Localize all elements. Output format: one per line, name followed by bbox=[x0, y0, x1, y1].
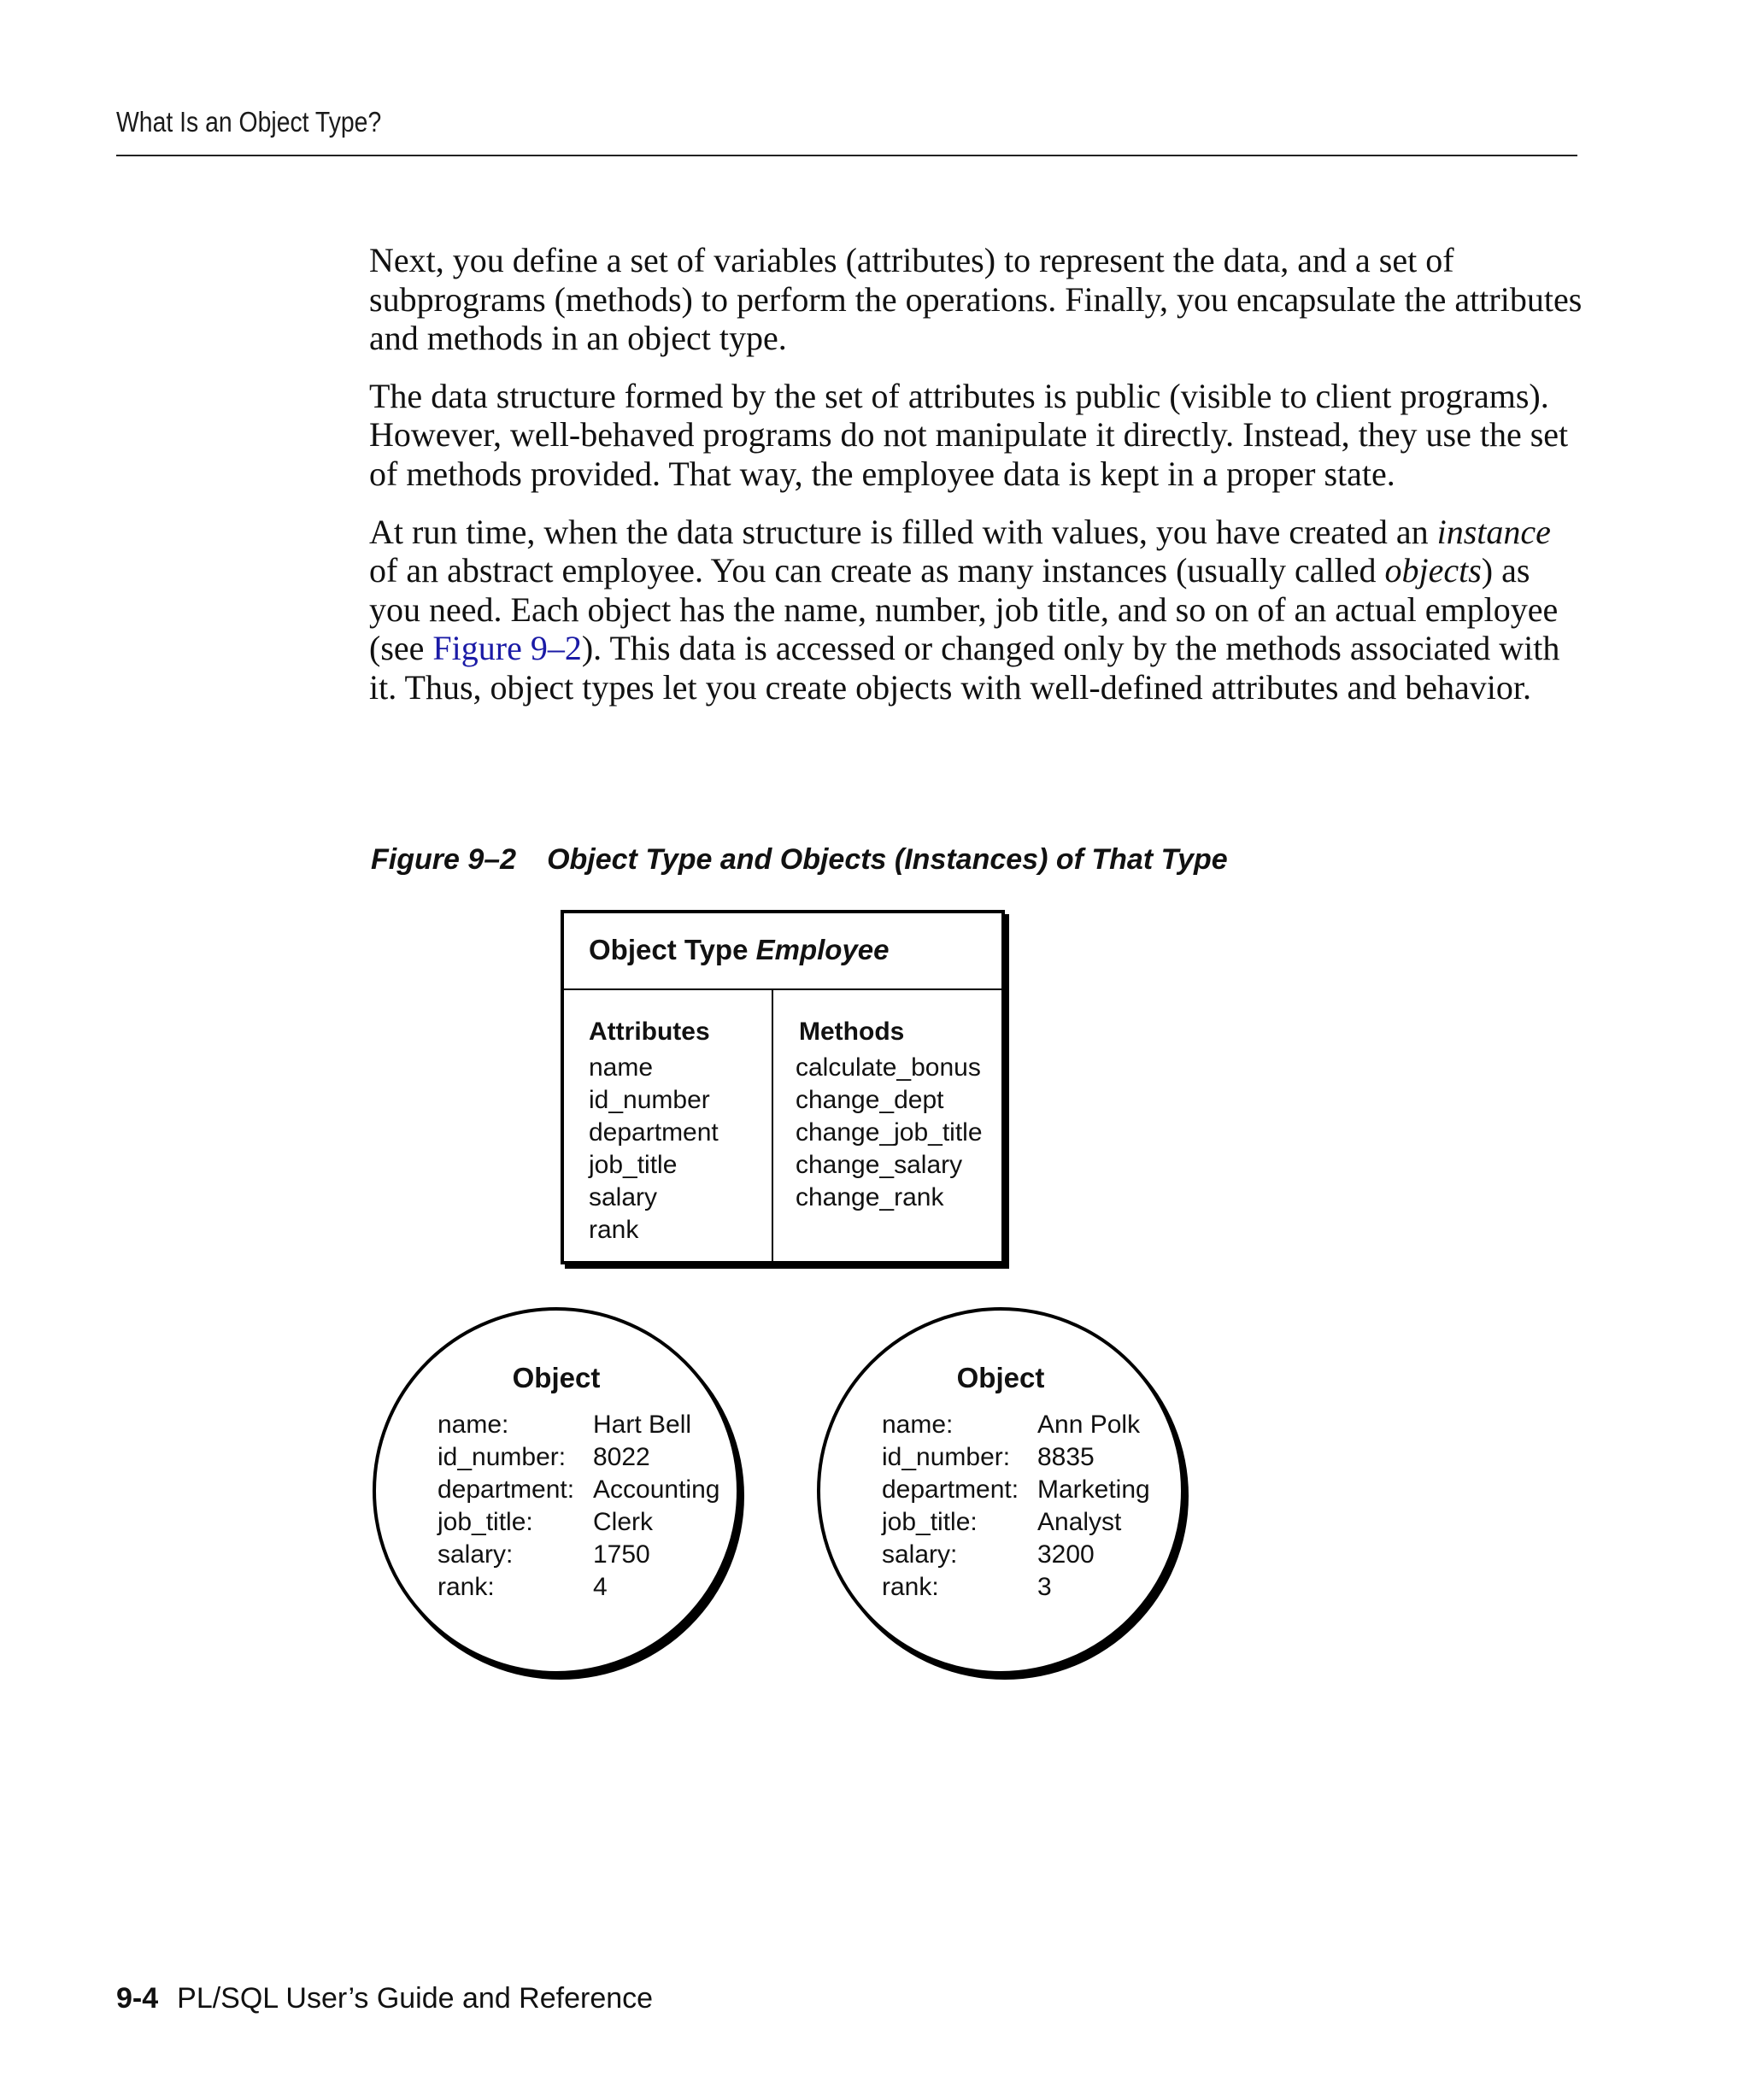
attribute-item: name bbox=[589, 1053, 654, 1082]
field-key: id_number: bbox=[438, 1443, 567, 1471]
field-value: Clerk bbox=[593, 1508, 654, 1536]
field-key: department: bbox=[438, 1475, 575, 1504]
methods-column bbox=[796, 1016, 983, 1214]
object-instance-1 bbox=[373, 1307, 740, 1675]
object-instance-fields bbox=[438, 1409, 719, 1604]
object-field-row bbox=[438, 1441, 719, 1474]
object-field-row bbox=[438, 1506, 719, 1539]
object-field-row bbox=[438, 1571, 719, 1604]
method-item: change_salary bbox=[796, 1151, 963, 1179]
paragraph-3 bbox=[369, 513, 1583, 707]
field-value: Analyst bbox=[1037, 1508, 1122, 1536]
object-field-row bbox=[438, 1409, 719, 1441]
object-type-divider bbox=[564, 988, 1001, 990]
figure-title: Object Type and Objects (Instances) of That Type bbox=[547, 843, 1228, 876]
object-field-row bbox=[882, 1474, 1150, 1506]
emphasis-instance: instance bbox=[1436, 512, 1551, 551]
figure-caption bbox=[371, 843, 1228, 877]
field-key: salary: bbox=[882, 1540, 958, 1569]
method-item: calculate_bonus bbox=[796, 1053, 981, 1082]
field-key: job_title: bbox=[882, 1508, 978, 1536]
paragraph-3-text-c: ) as you need. Each object has the name, number, job title, and so on of an actual employee (see bbox=[369, 551, 1559, 668]
paragraph-3-text-a: At run time, when the data structure is filled with values, you have created an bbox=[369, 512, 1437, 551]
object-type-title bbox=[589, 934, 890, 966]
method-item: change_dept bbox=[796, 1086, 944, 1114]
methods-header: Methods bbox=[799, 1018, 905, 1046]
attribute-item: job_title bbox=[589, 1151, 678, 1179]
attribute-item: rank bbox=[589, 1216, 639, 1244]
paragraph-2: The data structure formed by the set of attributes is public (visible to client programs). However, well-behaved programs do not manipulate it directly. Instead, they use the set of methods provided. That way, the employee data is kept in a proper state. bbox=[369, 376, 1569, 493]
object-field-row bbox=[882, 1506, 1150, 1539]
object-field-row bbox=[882, 1571, 1150, 1604]
attribute-item: department bbox=[589, 1118, 719, 1147]
attributes-header: Attributes bbox=[589, 1018, 710, 1046]
object-field-row bbox=[438, 1474, 719, 1506]
attributes-column bbox=[589, 1016, 719, 1247]
object-field-row bbox=[882, 1409, 1150, 1441]
book-title: PL/SQL User’s Guide and Reference bbox=[177, 1982, 654, 2015]
object-type-title-prefix: Object Type bbox=[589, 934, 749, 965]
field-key: id_number: bbox=[882, 1443, 1011, 1471]
figure-link[interactable]: Figure 9–2 bbox=[432, 629, 582, 668]
field-key: job_title: bbox=[438, 1508, 533, 1536]
field-key: salary: bbox=[438, 1540, 514, 1569]
attribute-item: id_number bbox=[589, 1086, 710, 1114]
field-value: Hart Bell bbox=[593, 1411, 692, 1439]
field-value: Ann Polk bbox=[1037, 1411, 1141, 1439]
object-field-row bbox=[882, 1539, 1150, 1571]
object-type-column-divider bbox=[772, 990, 773, 1264]
paragraph-1: Next, you define a set of variables (attributes) to represent the data, and a set of subprograms (methods) to perform the operations. Finally, you encapsulate the attributes and methods in an object type. bbox=[369, 241, 1583, 358]
page-footer bbox=[116, 1982, 653, 2015]
field-value: 4 bbox=[593, 1573, 608, 1601]
field-value: 3200 bbox=[1037, 1540, 1095, 1569]
field-value: 8022 bbox=[593, 1443, 650, 1471]
field-value: Marketing bbox=[1037, 1475, 1150, 1504]
body-text bbox=[369, 241, 1583, 726]
field-value: 3 bbox=[1037, 1573, 1052, 1601]
paragraph-3-text-b: of an abstract employee. You can create as many instances (usually called bbox=[369, 551, 1385, 590]
field-key: name: bbox=[882, 1411, 954, 1439]
method-item: change_job_title bbox=[796, 1118, 983, 1147]
object-instance-fields bbox=[882, 1409, 1150, 1604]
header-rule bbox=[116, 155, 1577, 156]
object-instance-title: Object bbox=[512, 1362, 601, 1393]
paragraph-3-text-d: ). This data is accessed or changed only by the methods associated with it. Thus, object types let you create objects with well-defined attributes and behavior. bbox=[369, 629, 1560, 707]
field-value: 1750 bbox=[593, 1540, 650, 1569]
attribute-item: salary bbox=[589, 1183, 658, 1211]
object-instance-title: Object bbox=[956, 1362, 1045, 1393]
field-key: rank: bbox=[882, 1573, 939, 1601]
field-value: 8835 bbox=[1037, 1443, 1095, 1471]
object-field-row bbox=[882, 1441, 1150, 1474]
figure-label: Figure 9–2 bbox=[371, 843, 517, 876]
field-value: Accounting bbox=[593, 1475, 720, 1504]
running-head: What Is an Object Type? bbox=[116, 106, 382, 138]
emphasis-objects: objects bbox=[1384, 551, 1482, 590]
object-type-title-name: Employee bbox=[755, 934, 890, 965]
field-key: department: bbox=[882, 1475, 1019, 1504]
field-key: name: bbox=[438, 1411, 509, 1439]
field-key: rank: bbox=[438, 1573, 495, 1601]
object-type-box bbox=[561, 910, 1005, 1264]
object-instance-2 bbox=[817, 1307, 1184, 1675]
method-item: change_rank bbox=[796, 1183, 944, 1211]
page-number: 9-4 bbox=[116, 1982, 159, 2015]
object-field-row bbox=[438, 1539, 719, 1571]
